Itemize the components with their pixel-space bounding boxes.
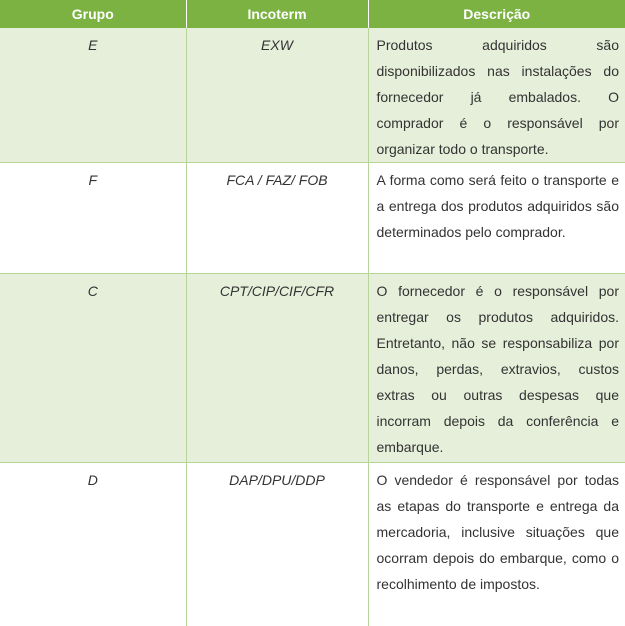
descricao-cell: Produtos adquiridos são disponibilizados nas instalações do fornecedor já embalados. O comprador é o responsável por organizar todo o transporte. bbox=[368, 28, 625, 163]
grupo-cell: C bbox=[0, 274, 186, 463]
incoterm-cell: DAP/DPU/DDP bbox=[186, 463, 368, 626]
header-descricao: Descrição bbox=[368, 0, 625, 28]
grupo-cell: D bbox=[0, 463, 186, 626]
table-row bbox=[0, 463, 625, 626]
grupo-cell: F bbox=[0, 163, 186, 274]
table-row bbox=[0, 274, 625, 463]
table-body bbox=[0, 28, 625, 626]
header-grupo: Grupo bbox=[0, 0, 186, 28]
descricao-cell: A forma como será feito o transporte e a entrega dos produtos adquiridos são determinados pelo comprador. bbox=[368, 163, 625, 274]
header-row bbox=[0, 0, 625, 28]
incoterm-cell: EXW bbox=[186, 28, 368, 163]
header-incoterm: Incoterm bbox=[186, 0, 368, 28]
table-row bbox=[0, 163, 625, 274]
grupo-cell: E bbox=[0, 28, 186, 163]
descricao-cell: O fornecedor é o responsável por entregar os produtos adquiridos. Entretanto, não se responsabiliza por danos, perdas, extravios, custos extras ou outras despesas que incorram depois da conferência e embarque. bbox=[368, 274, 625, 463]
incoterm-cell: FCA / FAZ/ FOB bbox=[186, 163, 368, 274]
descricao-cell: O vendedor é responsável por todas as etapas do transporte e entrega da mercadoria, inclusive situações que ocorram depois do embarque, como o recolhimento de impostos. bbox=[368, 463, 625, 626]
table-row bbox=[0, 28, 625, 163]
table-header bbox=[0, 0, 625, 28]
incoterm-cell: CPT/CIP/CIF/CFR bbox=[186, 274, 368, 463]
